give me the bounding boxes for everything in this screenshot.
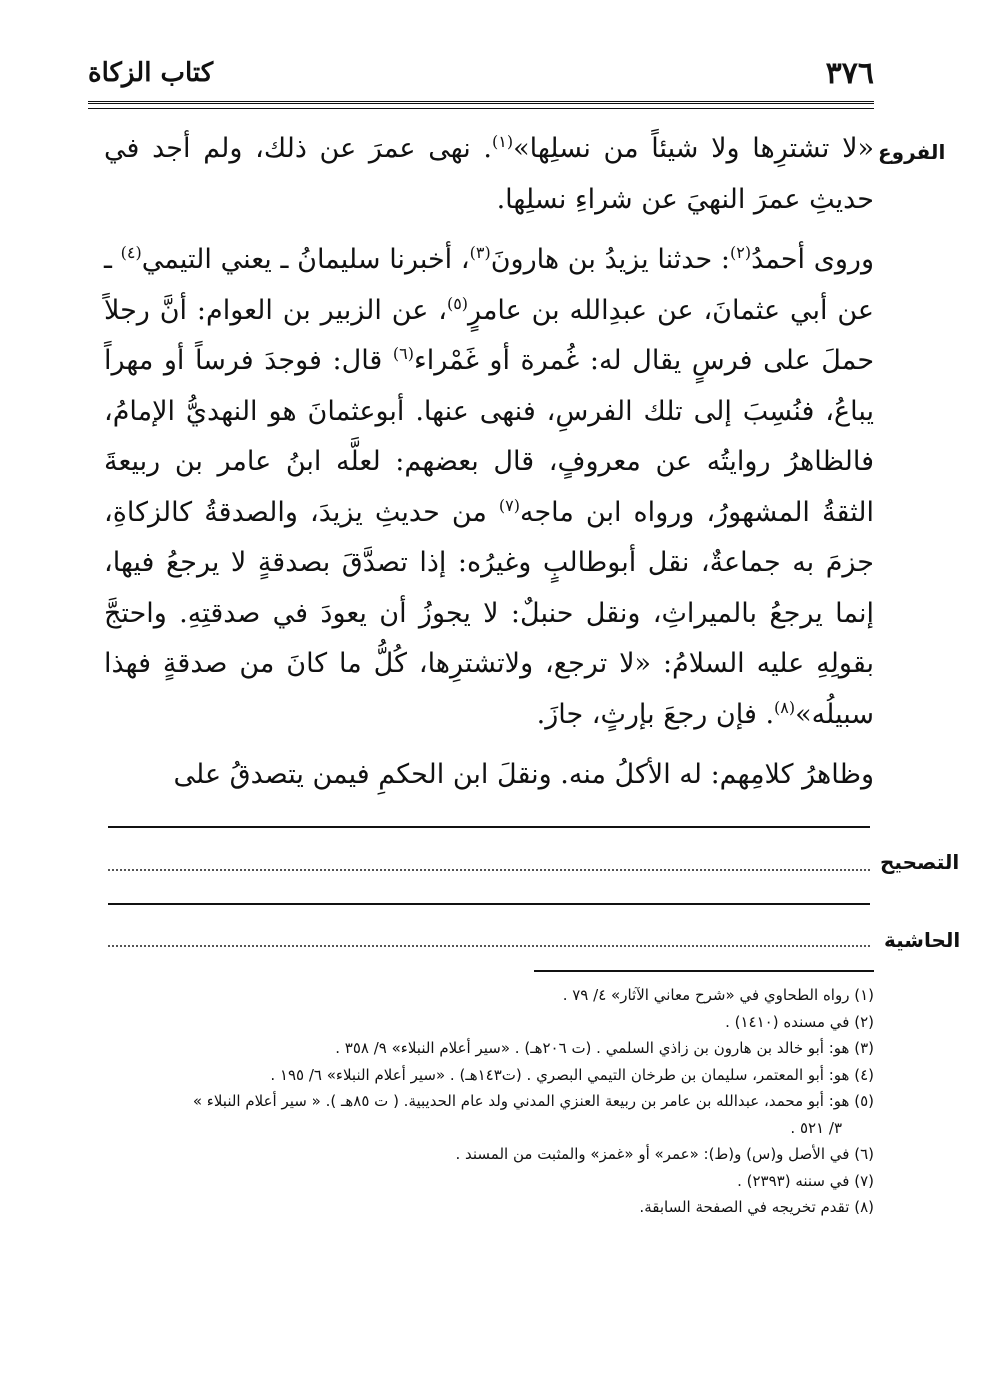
- separator-rule: [108, 903, 870, 905]
- page-number: ٣٧٦: [825, 56, 874, 91]
- footnote-ref: (٣): [469, 243, 491, 262]
- footnote-ref: (٤): [120, 243, 142, 262]
- footnote-ref: (٧): [498, 495, 520, 515]
- main-text: [104, 124, 874, 801]
- footnote: (٣) هو: أبو خالد بن هارون بن زاذي السلمي . (ت ٢٠٦هـ) . «سير أعلام النبلاء» ٩/ ٣٥٨ .: [335, 1039, 874, 1057]
- text-run: . نهى عمرَ عن ذلك، ولم أجد في حديثِ عمرَ النهيَ عن شراءِ نسلِها.: [104, 133, 874, 215]
- footnote-continuation: ٣/ ٥٢١ .: [790, 1118, 842, 1137]
- footnote-ref: (٢): [729, 243, 752, 262]
- header-rule: [88, 101, 874, 109]
- footnote-rule: [534, 970, 874, 972]
- text-run: من حديثِ يزيدَ، والصدقةُ كالزكاةِ، جزمَ به جماعةٌ، نقل أبوطالبٍ وغيرُه: إذا تصدَّقَ بصدقةٍ لا يرجعُ فيها، إنما يرجعُ بالميراثِ، ونقل حنبلٌ: لا يجوزُ أن يعودَ في صدقتِهِ. واحتجَّ بقولِهِ عليه السلامُ: «لا ترجع، ولاتشترِها، كُلُّ ما كانَ من صدقةٍ فهذا سبيلُه»: [104, 496, 874, 730]
- page-header: [88, 52, 874, 102]
- footnote-ref: (٨): [774, 697, 796, 717]
- footnote: (٢) في مسنده (١٤١٠) .: [725, 1012, 874, 1031]
- footnote: (٦) في الأصل و(س) و(ط): «عمر» أو «غمز» والمثبت من المسند .: [455, 1145, 874, 1163]
- text-run: ـ عن أبي عثمانَ، عن عبدِالله بن عامرٍ: [104, 244, 874, 326]
- footnotes: [104, 982, 874, 1221]
- margin-label-furu: الفروع: [878, 140, 946, 164]
- paragraph: [104, 124, 874, 225]
- footnote: (٧) في سننه (٢٣٩٣) .: [737, 1171, 874, 1190]
- dotted-line: [108, 869, 870, 871]
- footnote-ref: (١): [492, 132, 514, 151]
- text-run: : حدثنا يزيدُ بن هارونَ: [490, 244, 730, 275]
- paragraph: [104, 235, 874, 740]
- footnote-ref: (٥): [446, 293, 469, 313]
- footnote: (٤) هو: أبو المعتمر، سليمان بن طرخان التيمي البصري . (ت١٤٣هـ) . «سير أعلام النبلاء» ٦/ ١٩٥ .: [270, 1065, 874, 1084]
- chapter-title: كتاب الزكاة: [88, 58, 214, 88]
- footnote: (٨) تقدم تخريجه في الصفحة السابقة.: [639, 1198, 874, 1216]
- text-run: قال: فوجدَ فرساً أو مهراً يباعُ، فنُسِبَ إلى تلك الفرسِ، فنهى عنها. أبوعثمانَ هو النهديُّ الإمامُ، فالظاهرُ روايتُه عن معروفٍ، قال بعضهم: لعلَّه ابنُ عامر بن ربيعةَ الثقةُ المشهورُ، ورواه ابن ماجه: [104, 345, 874, 528]
- margin-label-hashiya: الحاشية: [884, 928, 961, 952]
- text-run: وروى أحمدُ: [751, 244, 875, 275]
- dotted-line: [108, 945, 870, 947]
- footnote-ref: (٦): [392, 344, 415, 363]
- footnote: (٥) هو: أبو محمد، عبدالله بن عامر بن ربيعة العنزي المدني ولد عام الحديبية. ( ت ٨٥هـ ). « سير أعلام النبلاء »: [192, 1092, 874, 1110]
- text-run: . فإن رجعَ بإرثٍ، جازَ.: [536, 698, 775, 730]
- separator-rule: [108, 826, 870, 828]
- margin-label-tashih: التصحيح: [880, 850, 960, 874]
- text-run: ، أخبرنا سليمانُ ـ يعني التيمي: [141, 244, 470, 275]
- footnote: (١) رواه الطحاوي في «شرح معاني الآثار» ٤/ ٧٩ .: [562, 986, 874, 1004]
- text-run: ، عن الزبير بن العوام: أنَّ رجلاً حملَ على فرسٍ يقال له: غُمرة أو غَمْراء: [104, 294, 875, 376]
- text-run: وظاهرُ كلامِهم: له الأكلُ منه. ونقلَ ابن الحكمِ فيمن يتصدقُ على: [173, 759, 874, 790]
- paragraph: [104, 750, 874, 801]
- text-run: «لا تشترِها ولا شيئاً من نسلِها»: [513, 133, 874, 164]
